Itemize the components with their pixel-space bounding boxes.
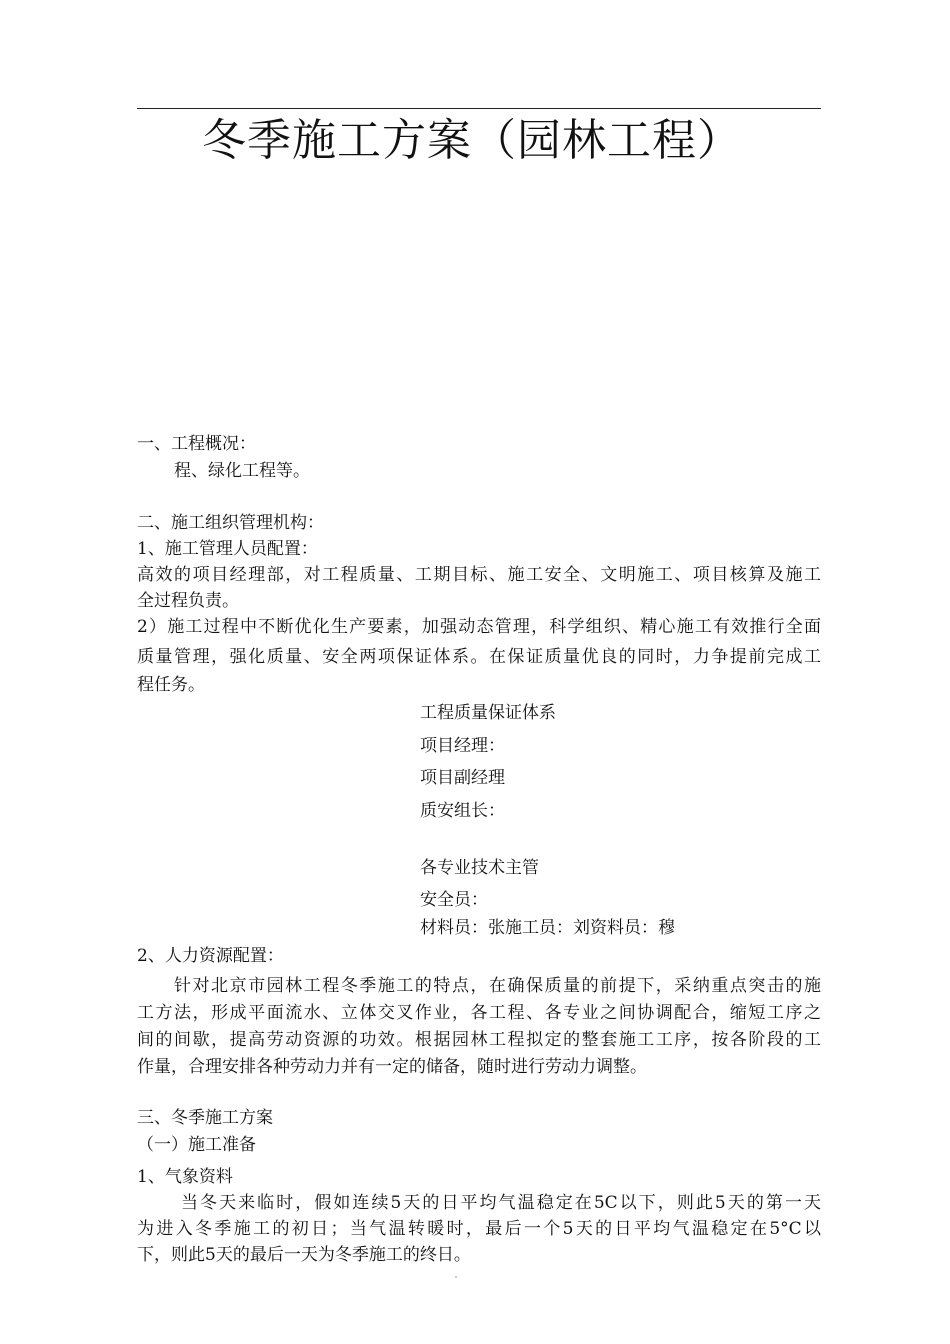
section-3-item-heading: 1、气象资料 xyxy=(137,1167,233,1187)
section-2-sub2-heading: 2、人力资源配置： xyxy=(137,946,284,966)
paragraph-line: 针对北京市园林工程冬季施工的特点，在确保质量的前提下，采纳重点突击的施 xyxy=(174,976,821,996)
document-title: 冬季施工方案（园林工程） xyxy=(202,115,742,166)
section-2-sub1-heading: 1、施工管理人员配置： xyxy=(137,539,318,559)
paragraph-line: 下，则此5天的最后一天为冬季施工的终日。 xyxy=(137,1245,471,1265)
section-1-heading: 一、工程概况： xyxy=(137,434,256,454)
quality-system-item: 项目副经理 xyxy=(420,768,505,788)
paragraph-line: 作量，合理安排各种劳动力并有一定的储备，随时进行劳动力调整。 xyxy=(137,1057,647,1077)
section-1-text: 程、绿化工程等。 xyxy=(174,461,310,481)
paragraph-line: 工方法，形成平面流水、立体交叉作业，各工程、各专业之间协调配合，缩短工序之 xyxy=(137,1003,821,1023)
section-3-sub-heading: （一）施工准备 xyxy=(137,1135,256,1155)
top-rule xyxy=(137,108,821,109)
paragraph-line: 全过程负责。 xyxy=(137,591,239,611)
section-3-heading: 三、冬季施工方案 xyxy=(137,1108,273,1128)
quality-system-title: 工程质量保证体系 xyxy=(420,703,556,723)
paragraph-line: 当冬天来临时，假如连续5天的日平均气温稳定在5C以下，则此5天的第一天 xyxy=(181,1193,821,1213)
quality-system-item: 项目经理： xyxy=(420,736,505,756)
paragraph-line: 2）施工过程中不断优化生产要素，加强动态管理，科学组织、精心施工有效推行全面 xyxy=(137,617,821,637)
paragraph-line: 质量管理，强化质量、安全两项保证体系。在保证质量优良的同时，力争提前完成工 xyxy=(137,647,821,667)
quality-system-item: 安全员： xyxy=(420,890,488,910)
paragraph-line: 为进入冬季施工的初日；当气温转暖时，最后一个5天的日平均气温稳定在5°C以 xyxy=(137,1219,821,1239)
paragraph-line: 高效的项目经理部，对工程质量、工期目标、施工安全、文明施工、项目核算及施工 xyxy=(137,565,821,585)
quality-system-item: 各专业技术主管 xyxy=(420,858,539,878)
paragraph-line: 程任务。 xyxy=(137,675,205,695)
paragraph-line: 间的间歇，提高劳动资源的功效。根据园林工程拟定的整套施工工序，按各阶段的工 xyxy=(137,1030,821,1050)
quality-system-item: 质安组长： xyxy=(420,801,505,821)
section-2-heading: 二、施工组织管理机构： xyxy=(137,513,324,533)
quality-system-item: 材料员：张施工员：刘资料员：穆 xyxy=(420,918,675,938)
page-speck xyxy=(455,1276,457,1278)
